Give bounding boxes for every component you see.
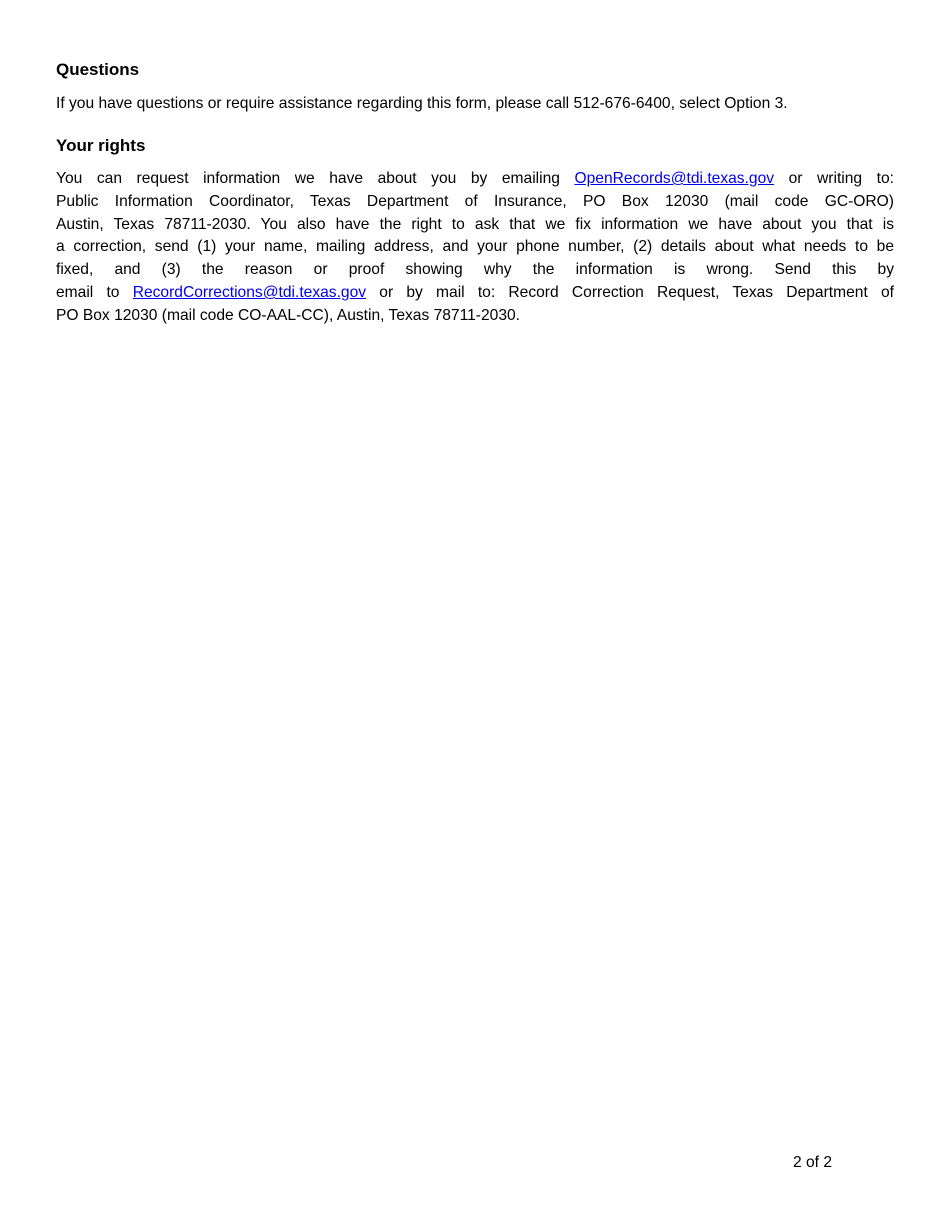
open-records-email-link[interactable]: OpenRecords@tdi.texas.gov <box>574 170 775 187</box>
record-corrections-email-link[interactable]: RecordCorrections@tdi.texas.gov <box>132 283 367 301</box>
rights-line-4: a correction, send (1) your name, mailing address, and your phone number, (2) details about what needs to be <box>56 238 894 256</box>
rights-line-5: fixed, and (3) the reason or proof showing why the information is wrong. Send this by <box>56 261 894 279</box>
rights-line-3: Austin, Texas 78711-2030. You also have the right to ask that we fix information we have about you that is <box>56 215 894 233</box>
document-page <box>56 0 894 1230</box>
rights-line-7: PO Box 12030 (mail code CO-AAL-CC), Austin, Texas 78711-2030. <box>56 306 521 324</box>
rights-line-2: Public Information Coordinator, Texas Department of Insurance, PO Box 12030 (mail code GC-ORO) <box>56 192 894 210</box>
rights-line-6-end: or by mail to: Record Correction Request, Texas Department of <box>379 283 894 301</box>
questions-paragraph: If you have questions or require assistance regarding this form, please call 512-676-6400, select Option 3. <box>56 95 788 112</box>
your-rights-heading: Your rights <box>56 136 146 155</box>
rights-line-1-start: You can request information we have about you by emailing <box>56 170 560 187</box>
rights-line-1-end: or writing to: <box>788 170 894 187</box>
rights-line-6 <box>56 282 894 305</box>
questions-heading: Questions <box>56 60 140 79</box>
rights-line-1 <box>56 168 894 191</box>
page-number: 2 of 2 <box>793 1154 833 1171</box>
your-rights-paragraph <box>56 168 894 328</box>
rights-line-6-start: email to <box>56 283 120 301</box>
